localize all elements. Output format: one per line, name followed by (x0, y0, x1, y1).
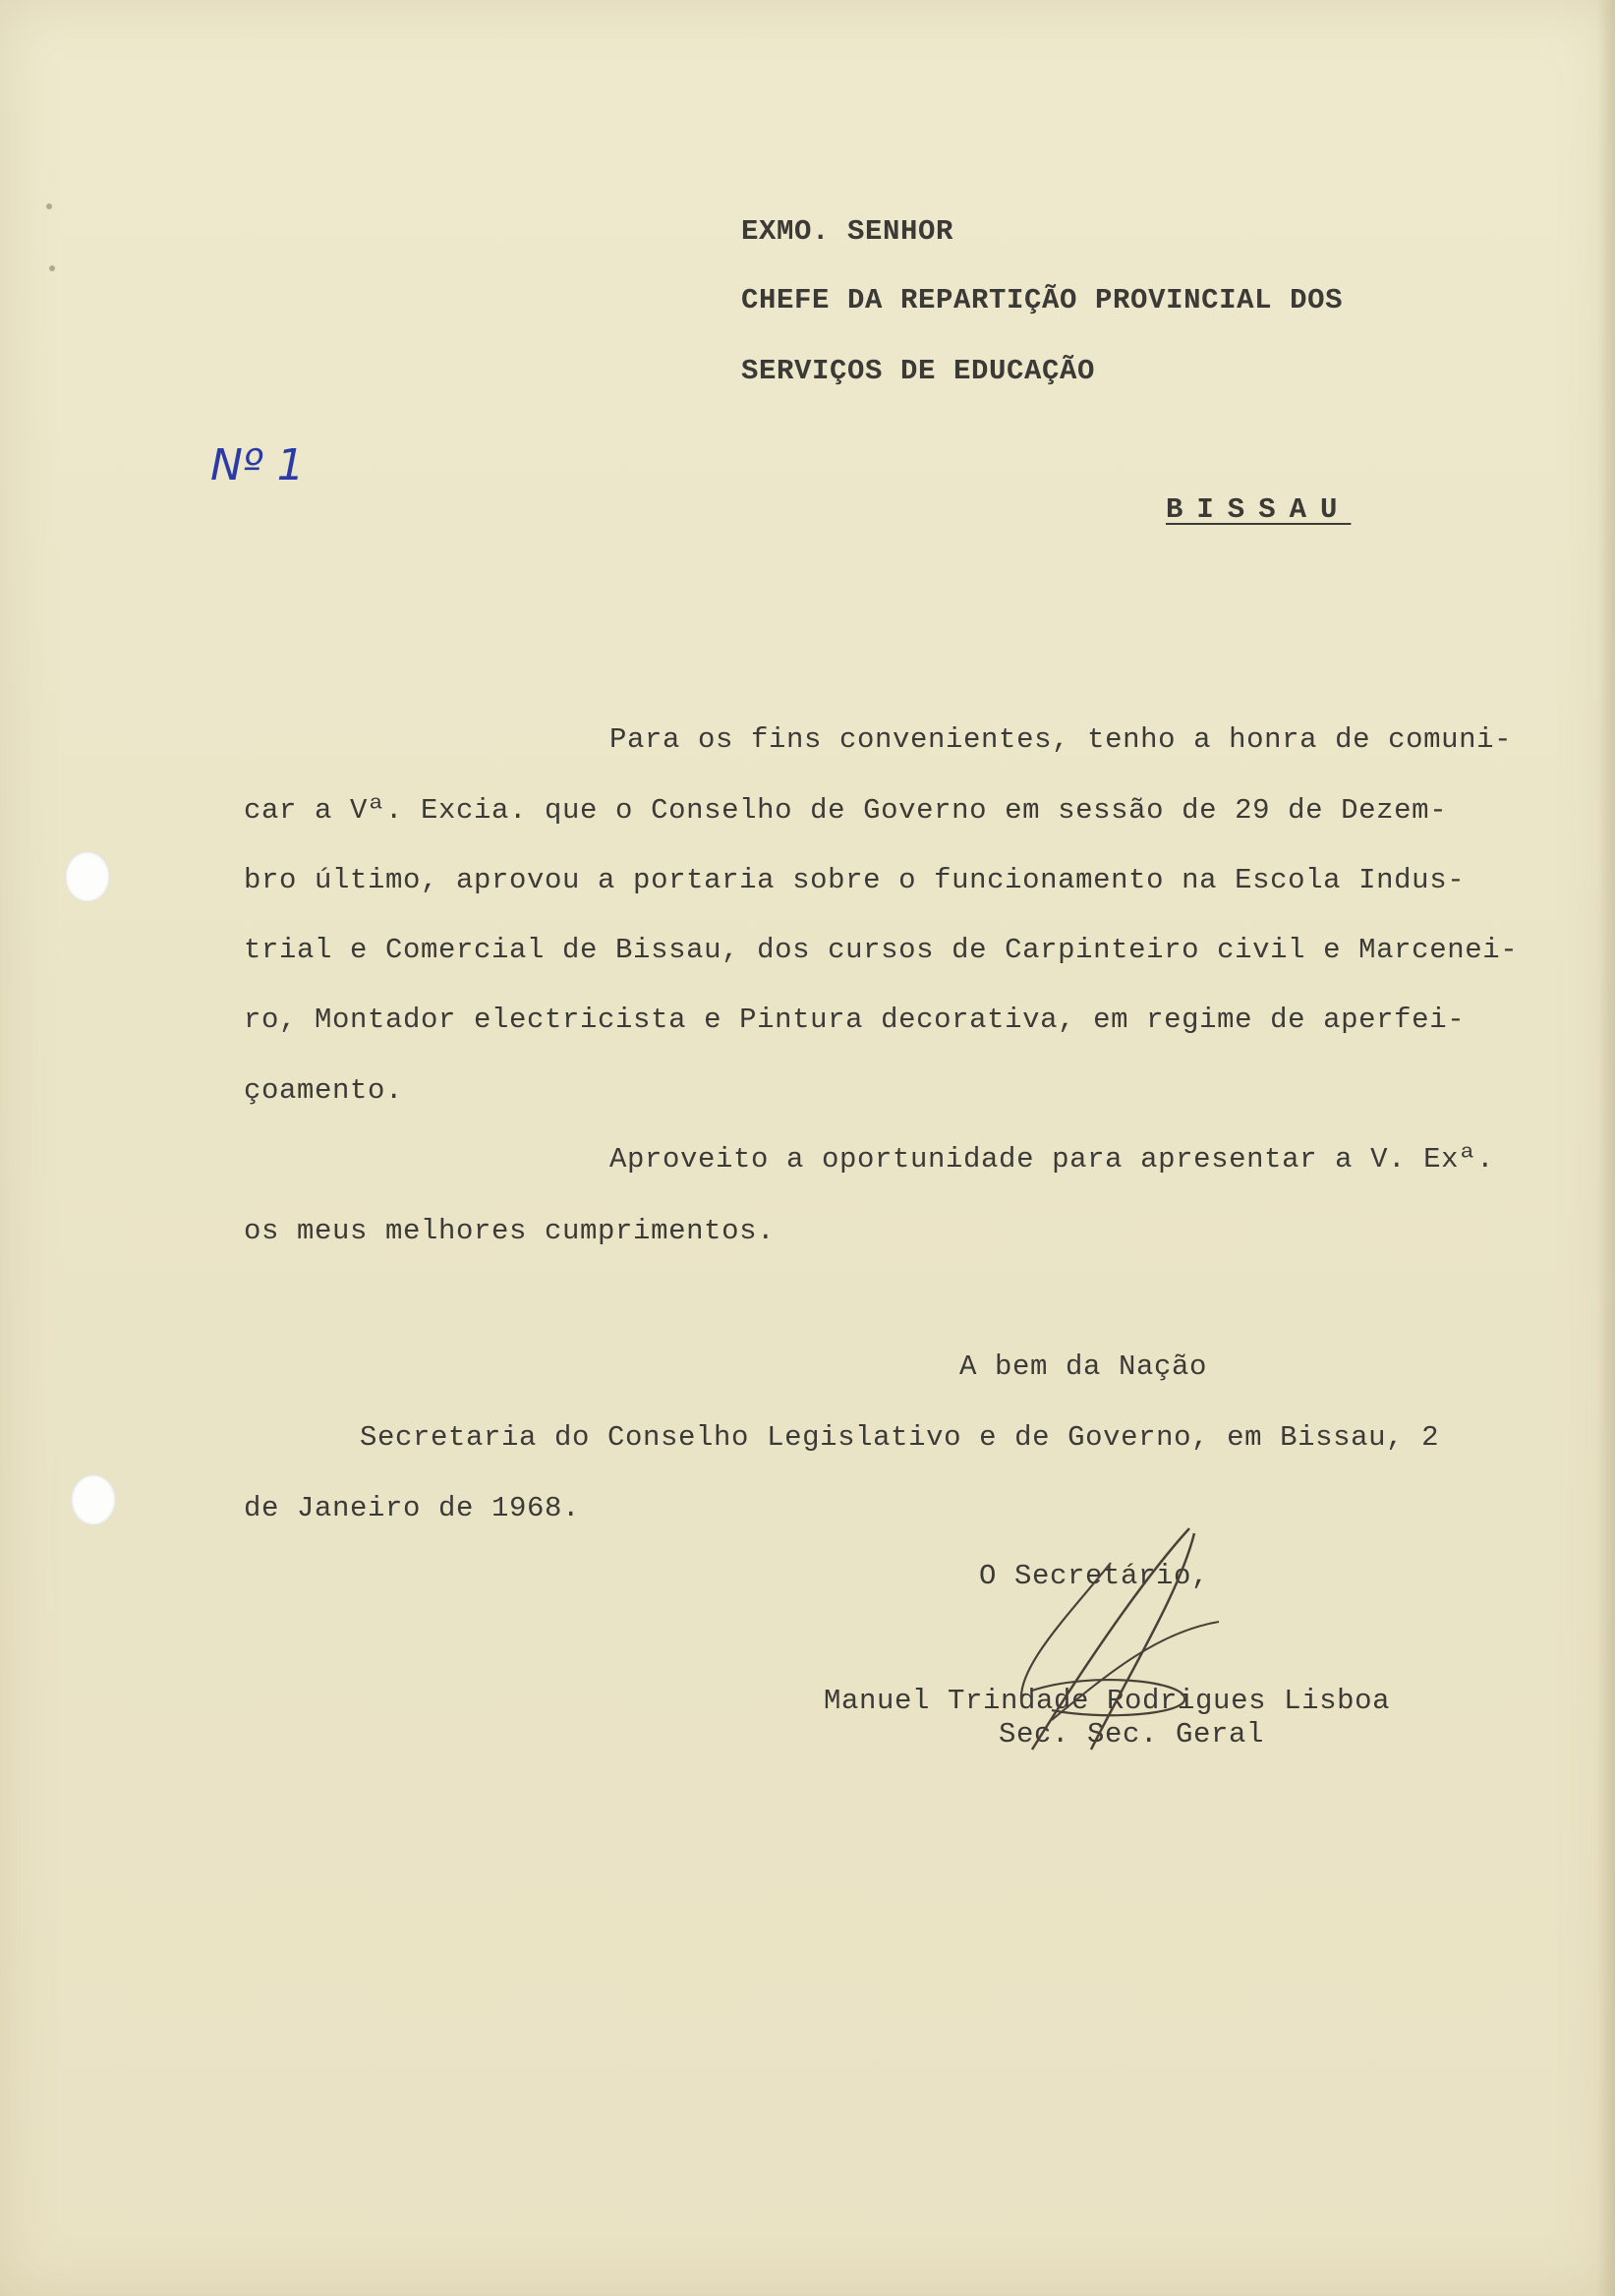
signatory-name: Manuel Trindade Rodrigues Lisboa (824, 1685, 1391, 1717)
handwritten-signature (993, 1523, 1229, 1759)
addressee-city: BISSAU (1166, 493, 1352, 526)
body-line: ro, Montador electricista e Pintura decorativa, em regime de aperfei- (244, 1004, 1466, 1036)
body-line: Aproveito a oportunidade para apresentar a V. Exª. (609, 1143, 1495, 1176)
place-date-line: de Janeiro de 1968. (244, 1492, 581, 1524)
addressee-line-1: EXMO. SENHOR (741, 215, 954, 248)
punch-hole-bottom (71, 1474, 116, 1525)
body-line: trial e Comercial de Bissau, dos cursos de Carpinteiro civil e Marcenei- (244, 934, 1519, 966)
place-date-line: Secretaria do Conselho Legislativo e de Governo, em Bissau, 2 (360, 1421, 1440, 1454)
addressee-line-2: CHEFE DA REPARTIÇÃO PROVINCIAL DOS (741, 284, 1344, 316)
ink-speck (49, 265, 55, 271)
punch-hole-top (65, 851, 110, 902)
body-line: car a Vª. Excia. que o Conselho de Governo em sessão de 29 de Dezem- (244, 794, 1448, 827)
paper-edge-shadow (1597, 0, 1615, 2296)
signatory-title: Sec. Sec. Geral (999, 1718, 1265, 1751)
salutation: A bem da Nação (959, 1350, 1208, 1383)
ink-speck (46, 203, 52, 209)
body-line: os meus melhores cumprimentos. (244, 1215, 776, 1247)
body-line: Para os fins convenientes, tenho a honra de comuni- (609, 723, 1513, 756)
body-line: bro último, aprovou a portaria sobre o funcionamento na Escola Indus- (244, 864, 1466, 896)
body-line: çoamento. (244, 1074, 404, 1107)
addressee-line-3: SERVIÇOS DE EDUCAÇÃO (741, 355, 1096, 387)
signatory-role: O Secretário, (979, 1560, 1210, 1592)
handwritten-number: Nº 1 (210, 440, 305, 490)
